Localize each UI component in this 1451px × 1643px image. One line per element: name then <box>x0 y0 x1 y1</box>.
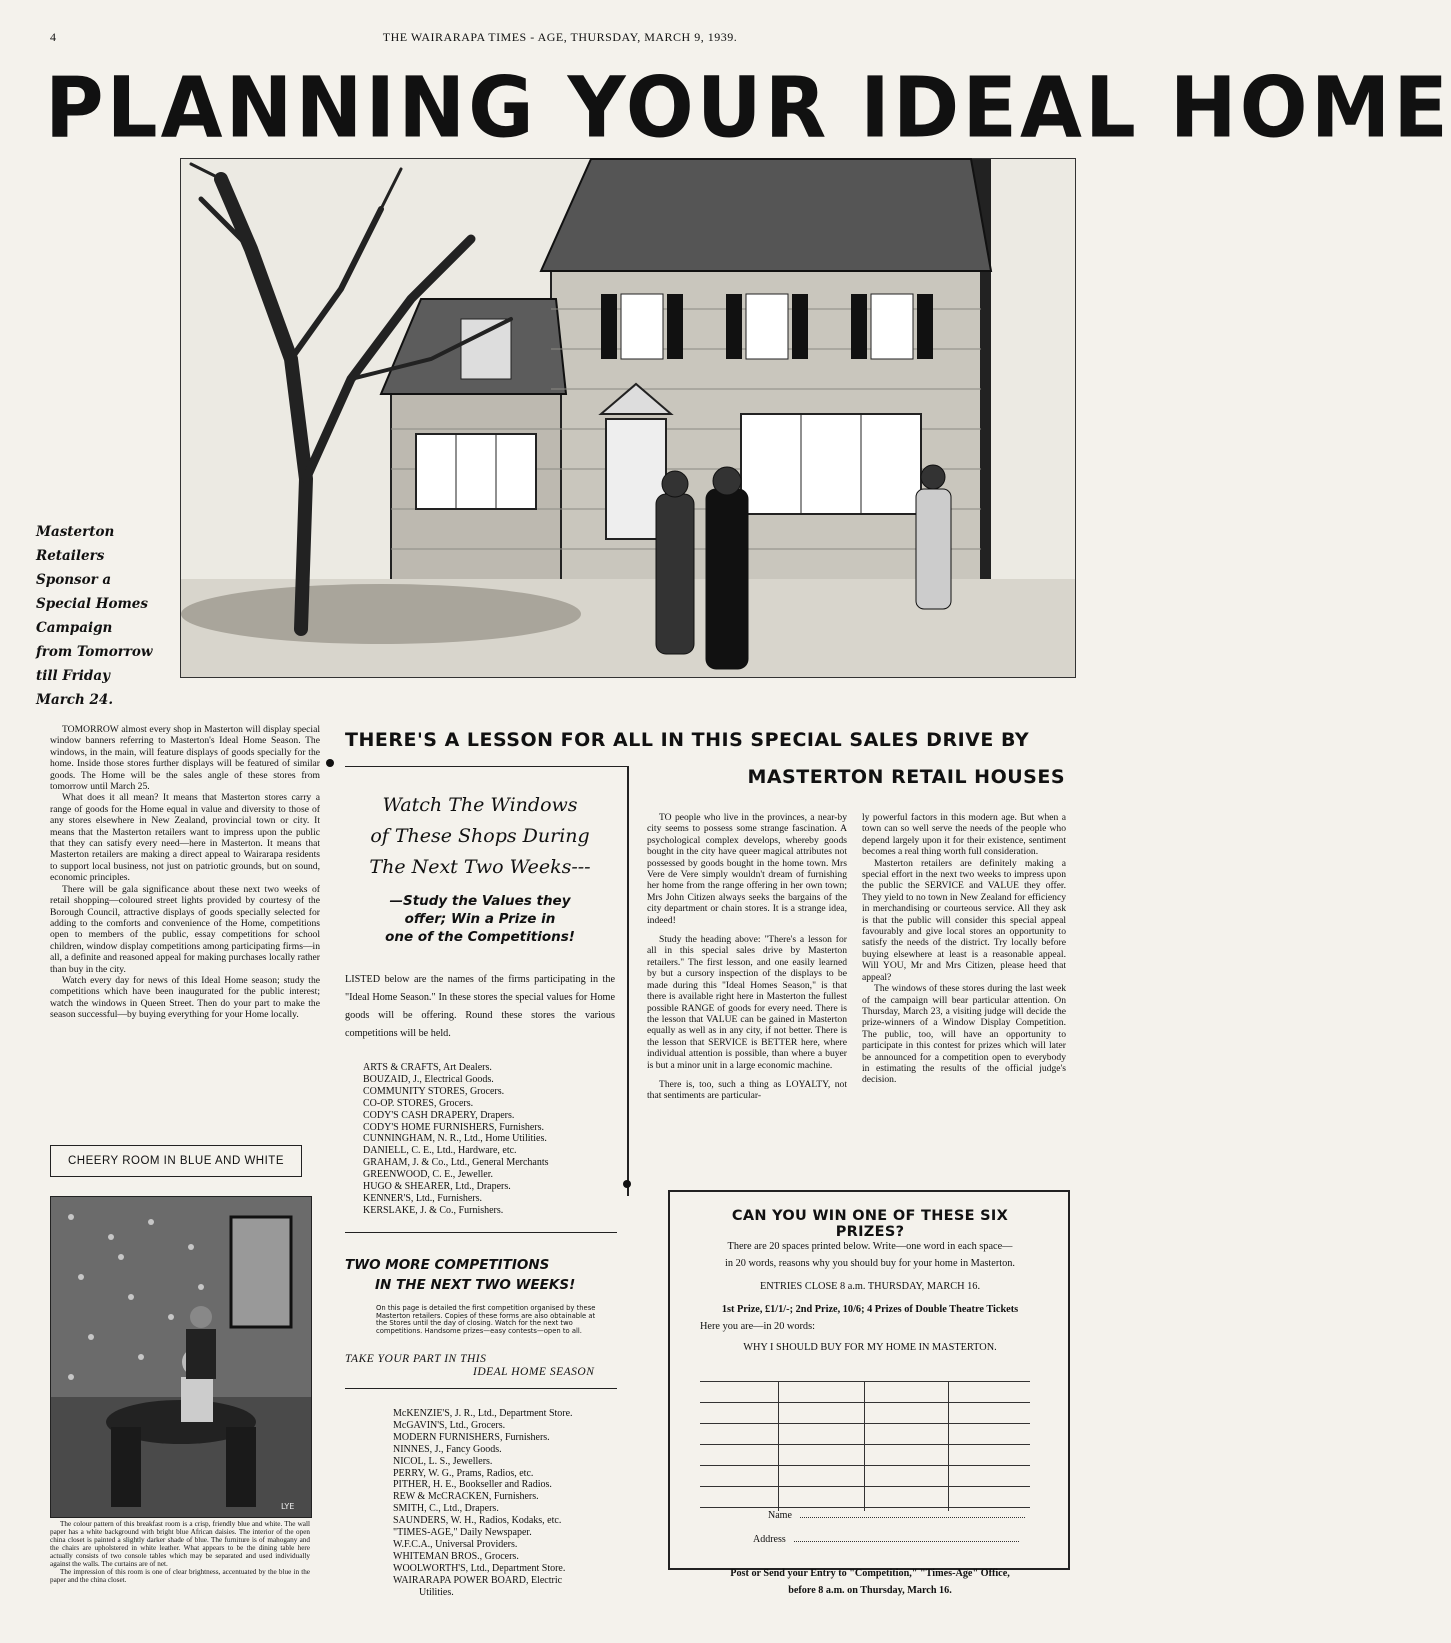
firms-list-b <box>393 1408 633 1599</box>
paragraph: Study the heading above: "There's a lesson for all in this special sales drive by Masterton retailers." The first lesson, and one easily learned by but a cursory inspection of the displays to be made during this "Ideal Homes Season," is that there is available right here in Masterton the fullest possible RANGE of goods for every need. There is the lesson that VALUE can be gained in Masterton equally as well as in any city, if not better. There is the lesson that SERVICE is BETTER here, where individual attention is possible, than where a buyer is but a minor unit in a large economic machine. <box>647 934 847 1071</box>
firm-entry: CODY'S HOME FURNISHERS, Furnishers. <box>363 1121 544 1133</box>
firm-entry: CODY'S CASH DRAPERY, Drapers. <box>363 1109 515 1121</box>
two-more-line: TWO MORE COMPETITIONS <box>345 1257 550 1273</box>
firm-entry: COMMUNITY STORES, Grocers. <box>363 1085 505 1097</box>
firm-entry: NICOL, L. S., Jewellers. <box>393 1455 493 1467</box>
side-caption-line: Special Homes <box>36 596 148 612</box>
house-illustration <box>180 158 1076 678</box>
prizes: 1st Prize, £1/1/-; 2nd Prize, 10/6; 4 Prizes of Double Theatre Tickets <box>721 1304 1019 1315</box>
take-part-line: TAKE YOUR PART IN THIS <box>345 1353 487 1365</box>
entries-close: ENTRIES CLOSE 8 a.m. THURSDAY, MARCH 16. <box>759 1281 981 1292</box>
firm-entry: REW & McCRACKEN, Furnishers. <box>393 1491 539 1503</box>
watch-line: Watch The Windows <box>382 794 578 816</box>
firm-entry: Utilities. <box>419 1586 454 1598</box>
study-line: —Study the Values they <box>389 893 571 909</box>
post-instructions <box>690 1565 1050 1599</box>
firm-entry: PERRY, W. G., Prams, Radios, etc. <box>393 1467 534 1479</box>
two-more-line: IN THE NEXT TWO WEEKS! <box>375 1277 576 1293</box>
study-line: one of the Competitions! <box>385 929 575 945</box>
paragraph: TO people who live in the provinces, a near-by city seems to possess some strange fascination. A psychological complex develops, whereby goods bought in the city have queer magical attributes not possessed by goods bought in the home town. Mrs Vere de Vere simply wouldn't dream of furnishing her home from the range offering in her own town; Mrs John Citizen always seeks the bargains of the city department or chain stores. It is a strange idea, indeed! <box>647 812 847 926</box>
side-caption-line: till Friday <box>36 668 110 684</box>
section-headline-line-2: MASTERTON RETAIL HOUSES <box>747 766 1065 788</box>
firms-list-a <box>363 1062 623 1217</box>
cheery-room-title: CHEERY ROOM IN BLUE AND WHITE <box>50 1145 302 1177</box>
word-entry-grid[interactable] <box>700 1381 1030 1511</box>
bullet-dot <box>623 1180 631 1188</box>
firm-entry: SMITH, C., Ltd., Drapers. <box>393 1503 499 1515</box>
firm-entry: MODERN FURNISHERS, Furnishers. <box>393 1431 550 1443</box>
article-column-1 <box>50 724 320 1021</box>
firm-entry: WOOLWORTH'S, Ltd., Department Store. <box>393 1562 566 1574</box>
firm-entry: W.F.C.A., Universal Providers. <box>393 1538 518 1550</box>
take-your-part <box>345 1353 615 1379</box>
name-field[interactable] <box>768 1510 1038 1521</box>
competition-text <box>700 1238 1040 1356</box>
masthead-line: THE WAIRARAPA TIMES - AGE, THURSDAY, MARCH 9, 1939. <box>382 30 738 44</box>
firm-entry: McKENZIE'S, J. R., Ltd., Department Store. <box>393 1408 573 1419</box>
paragraph: TOMORROW almost every shop in Masterton will display special window banners referring to Masterton's Ideal Home Season. The windows, in the main, will feature displays of goods specially for the home. Inside those stores further displays will be featured of similar goods. The Home will be the sales angle of these stores from tomorrow until March 25. <box>50 724 320 793</box>
address-label: Address <box>753 1534 786 1545</box>
breakfast-room-photo <box>50 1196 312 1518</box>
divider <box>345 1388 617 1389</box>
firm-entry: HUGO & SHEARER, Ltd., Drapers. <box>363 1181 511 1193</box>
caption-paragraph: The colour pattern of this breakfast room is a crisp, friendly blue and white. The wall paper has a white background with bright blue African daisies. The interior of the open china closet is painted a slightly darker shade of blue. The furniture is of mahogany and the chairs are upholstered in white leather. What appears to be the dining table here actually consists of two console tables which may be separated and used individually against the walls. The curtains are of net. <box>50 1520 310 1568</box>
firm-entry: WHITEMAN BROS., Grocers. <box>393 1550 519 1562</box>
paragraph: ly powerful factors in this modern age. But when a town can so well serve the needs of the people who depend largely upon it for their existence, sentiment becomes a real thing worth full consideration. <box>862 812 1066 858</box>
here-you-are: Here you are—in 20 words: <box>700 1321 815 1332</box>
firm-entry: BOUZAID, J., Electrical Goods. <box>363 1073 494 1085</box>
side-caption-line: Sponsor a <box>36 572 112 588</box>
firm-entry: CUNNINGHAM, N. R., Ltd., Home Utilities. <box>363 1133 547 1145</box>
firm-entry: McGAVIN'S, Ltd., Grocers. <box>393 1419 506 1431</box>
side-caption-line: Masterton <box>36 524 115 540</box>
study-line: offer; Win a Prize in <box>404 911 556 927</box>
address-field[interactable] <box>753 1534 1023 1545</box>
firm-entry: CO-OP. STORES, Grocers. <box>363 1097 474 1109</box>
listed-intro: LISTED below are the names of the firms participating in the "Ideal Home Season." In these stores the special values for Home goods will be offering. Round these stores the various competitions will be held. <box>345 974 615 1039</box>
firm-entry: PITHER, H. E., Bookseller and Radios. <box>393 1479 552 1491</box>
caption-paragraph: The impression of this room is one of clear brightness, accentuated by the blue in the paper and the china closet. <box>50 1568 310 1584</box>
photo-credit: LYE <box>281 1502 295 1511</box>
column-rule <box>627 766 629 1196</box>
breakfast-room-drawing <box>51 1197 311 1517</box>
article-column-4 <box>862 812 1066 1086</box>
name-label: Name <box>768 1510 792 1521</box>
competition-intro: There are 20 spaces printed below. Write—one word in each space— <box>727 1241 1013 1252</box>
two-more-competitions <box>345 1255 615 1295</box>
page-number: 4 <box>50 30 57 44</box>
competition-note: On this page is detailed the first competition organised by these Masterton retailers. Copies of these forms are also obtainable at the Stores until the day of closing. Watch for the next two competitions. Handsome prizes—easy contests—open to all. <box>376 1304 596 1335</box>
firm-entry: GREENWOOD, C. E., Jeweller. <box>363 1169 493 1181</box>
name-line[interactable] <box>800 1517 1025 1518</box>
firm-entry: ARTS & CRAFTS, Art Dealers. <box>363 1062 492 1073</box>
box-rule <box>345 766 627 767</box>
paragraph: There will be gala significance about these next two weeks of retail shopping—coloured street lights provided by courtesy of the Borough Council, attractive displays of goods specially selected for adding to the comforts and convenience of the Home, competitions open to members of the public, essay competitions for school children, window display competitions among participating firms—in all, a definite and reasoned appeal for making purchases locally rather than buy in the city. <box>50 883 320 975</box>
firm-entry: "TIMES-AGE," Daily Newspaper. <box>393 1527 532 1539</box>
bullet-dot <box>326 759 334 767</box>
firm-entry: WAIRARAPA POWER BOARD, Electric <box>393 1574 563 1586</box>
firm-entry: DANIELL, C. E., Ltd., Hardware, etc. <box>363 1145 517 1157</box>
divider <box>345 1232 617 1233</box>
firm-entry: NINNES, J., Fancy Goods. <box>393 1443 502 1455</box>
paragraph: Watch every day for news of this Ideal Home season; study the competitions which have been inaugurated for the public interest; watch the windows in Queen Street. Then do your part to make the season successful—by buying everything for your Home locally. <box>50 974 320 1021</box>
post-line: Post or Send your Entry to "Competition," "Times-Age" Office, <box>730 1568 1010 1579</box>
study-the-values <box>345 892 615 946</box>
watch-line: The Next Two Weeks--- <box>369 856 591 878</box>
side-caption <box>36 520 166 712</box>
side-caption-line: March 24. <box>36 692 114 708</box>
why-heading: WHY I SHOULD BUY FOR MY HOME IN MASTERTON. <box>743 1342 997 1353</box>
firm-entry: KENNER'S, Ltd., Furnishers. <box>363 1192 483 1204</box>
article-column-3 <box>647 812 847 1102</box>
paragraph: What does it all mean? It means that Masterton stores carry a range of goods for the Home equal in value and diversity to those of any stores elsewhere in New Zealand, provincial town or city. It means that the Masterton retailers want to impress upon the public that they can satisfy every need—here in Masterton. It means that Masterton retailers are making a direct appeal to Wairarapa residents to support local business, not just on patriotic grounds, but on sound, economic principles. <box>50 792 320 884</box>
take-part-line: IDEAL HOME SEASON <box>473 1366 595 1378</box>
address-line[interactable] <box>794 1541 1019 1542</box>
side-caption-line: Retailers <box>36 548 105 564</box>
firm-entry: KERSLAKE, J. & Co., Furnishers. <box>363 1204 504 1216</box>
photo-caption <box>50 1520 310 1584</box>
headline: PLANNING YOUR IDEAL HOME <box>45 58 1451 157</box>
side-caption-line: Campaign <box>36 620 113 636</box>
post-line: before 8 a.m. on Thursday, March 16. <box>788 1585 952 1596</box>
paragraph: There is, too, such a thing as LOYALTY, not that sentiments are particular- <box>647 1078 847 1102</box>
competition-intro: in 20 words, reasons why you should buy for your home in Masterton. <box>725 1258 1015 1269</box>
section-headline-line-1: THERE'S A LESSON FOR ALL IN THIS SPECIAL SALES DRIVE BY <box>345 729 1030 751</box>
side-caption-line: from Tomorrow <box>36 644 153 660</box>
paragraph: Masterton retailers are definitely making a special effort in the next two weeks to impress upon the public the SERVICE and VALUE they offer. They yield to no town in New Zealand for efficiency in merchandising or courteous service. All they ask is that the public will consider this special appeal favourably and give local stores an opportunity to satisfy the needs of the district. Try locally before buying elsewhere at least is a reasonable appeal. Will YOU, Mr and Mrs Citizen, please heed that appeal? <box>862 857 1066 983</box>
house-drawing <box>181 159 1075 677</box>
watch-the-windows <box>345 790 615 883</box>
competition-heading: CAN YOU WIN ONE OF THESE SIX PRIZES? <box>731 1208 1009 1240</box>
watch-line: of These Shops During <box>370 825 590 847</box>
paragraph: The windows of these stores during the last week of the campaign will bear particular attention. On Thursday, March 23, a visiting judge will decide the prize-winners of a Window Display Competition. The public, too, will have an opportunity to participate in this contest for prizes which will later be announced for a competition open to everybody in estimating the results of the official judge's decision. <box>862 983 1066 1086</box>
firm-entry: SAUNDERS, W. H., Radios, Kodaks, etc. <box>393 1515 562 1527</box>
firm-entry: GRAHAM, J. & Co., Ltd., General Merchants <box>363 1157 549 1169</box>
